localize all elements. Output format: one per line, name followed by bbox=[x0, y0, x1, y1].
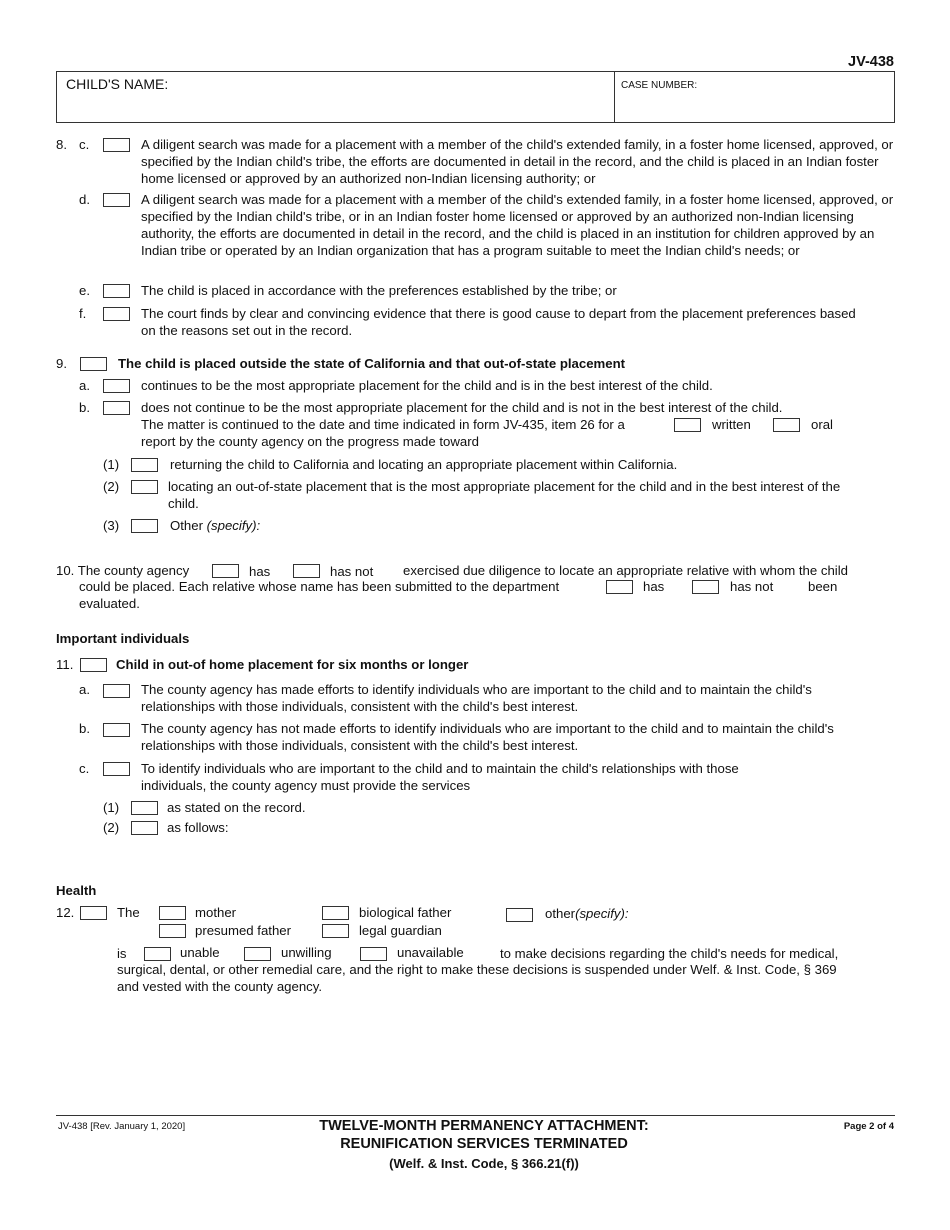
legal-guardian-label: legal guardian bbox=[359, 923, 442, 938]
item12-number: 12. bbox=[56, 905, 75, 920]
presumed-father-label: presumed father bbox=[195, 923, 292, 938]
item12-the: The bbox=[117, 905, 140, 920]
item10-has-not-label: has not bbox=[330, 564, 374, 579]
item10-has-label: has bbox=[249, 564, 271, 579]
specify-label: (specify): bbox=[206, 518, 261, 533]
item9b1-text: returning the child to California and locating an appropriate placement within California. bbox=[170, 457, 678, 472]
written-checkbox[interactable] bbox=[674, 418, 701, 432]
item9a-text: continues to be the most appropriate placement for the child and is in the best interest of the child. bbox=[141, 378, 713, 393]
oral-checkbox[interactable] bbox=[773, 418, 800, 432]
footer-rule bbox=[56, 1115, 895, 1116]
other-parent-checkbox[interactable] bbox=[506, 908, 533, 922]
item11a-text: The county agency has made efforts to identify individuals who are important to the child and to maintain the child's relationships with those individuals, consistent with the child's best interest. bbox=[141, 682, 812, 714]
item11c1-checkbox[interactable] bbox=[131, 801, 158, 815]
item12-line3: and vested with the county agency. bbox=[117, 979, 323, 994]
item11c1-text: as stated on the record. bbox=[167, 800, 306, 815]
item9b3-checkbox[interactable] bbox=[131, 519, 158, 533]
item11-checkbox[interactable] bbox=[80, 658, 107, 672]
item11c2-text: as follows: bbox=[167, 820, 229, 835]
item11c1-number: (1) bbox=[103, 800, 120, 815]
item8e-text: The child is placed in accordance with the preferences established by the tribe; or bbox=[141, 283, 617, 298]
item9b1-number: (1) bbox=[103, 457, 120, 472]
caption-divider bbox=[614, 71, 615, 123]
item8f-text: The court finds by clear and convincing evidence that there is good cause to depart from the placement preferences based on the reasons set out in the record. bbox=[141, 306, 856, 338]
footer-rev: JV-438 [Rev. January 1, 2020] bbox=[58, 1121, 186, 1132]
unable-label: unable bbox=[180, 945, 220, 960]
item9b-line3: report by the county agency on the progress made toward bbox=[141, 434, 479, 449]
item11a-letter: a. bbox=[79, 682, 90, 697]
item8d-checkbox[interactable] bbox=[103, 193, 130, 207]
item8f-checkbox[interactable] bbox=[103, 307, 130, 321]
item9-checkbox[interactable] bbox=[80, 357, 107, 371]
item9b-letter: b. bbox=[79, 400, 90, 415]
item8c-letter: c. bbox=[79, 137, 90, 152]
item9b2-number: (2) bbox=[103, 479, 120, 494]
form-id: JV-438 bbox=[848, 54, 894, 70]
footer-title-3: (Welf. & Inst. Code, § 366.21(f)) bbox=[389, 1156, 579, 1171]
item10-dept-has-checkbox[interactable] bbox=[606, 580, 633, 594]
unable-checkbox[interactable] bbox=[144, 947, 171, 961]
item8d-letter: d. bbox=[79, 192, 90, 207]
childs-name-label: CHILD'S NAME: bbox=[66, 76, 169, 92]
item11-number: 11. bbox=[56, 657, 74, 672]
item11c-checkbox[interactable] bbox=[103, 762, 130, 776]
unavailable-checkbox[interactable] bbox=[360, 947, 387, 961]
unwilling-checkbox[interactable] bbox=[244, 947, 271, 961]
item11b-letter: b. bbox=[79, 721, 90, 736]
item8c-text: A diligent search was made for a placement with a member of the child's extended family, in a foster home licensed, approved, or specified by the Indian child's tribe, the efforts are documented in detail in the record, and the child is placed in an Indian foster home licensed or approved by an authorized non-Indian licensing authority; or bbox=[141, 137, 894, 186]
item11c2-number: (2) bbox=[103, 820, 120, 835]
page-number: Page 2 of 4 bbox=[843, 1121, 894, 1132]
other-specify: (specify): bbox=[575, 906, 629, 921]
item9b-checkbox[interactable] bbox=[103, 401, 130, 415]
item9-number: 9. bbox=[56, 356, 67, 371]
other-parent-label bbox=[545, 905, 629, 922]
mother-checkbox[interactable] bbox=[159, 906, 186, 920]
footer-title-2: REUNIFICATION SERVICES TERMINATED bbox=[340, 1136, 628, 1152]
item9b2-text: locating an out-of-state placement that is the most appropriate placement for the child and in the best interest of the child. bbox=[168, 479, 841, 511]
item8e-letter: e. bbox=[79, 283, 90, 298]
biological-father-label: biological father bbox=[359, 905, 452, 920]
item8e-checkbox[interactable] bbox=[103, 284, 130, 298]
item9b3-number: (3) bbox=[103, 518, 120, 533]
item8d-text: A diligent search was made for a placement with a member of the child's extended family, in a foster home licensed, approved, or specified by the Indian child's tribe, or in an Indian foster home licensed or approved by an authorized non-Indian licensing authority, the efforts are documented in detail in the record, and the child is placed in an institution for children approved by an Indian tribe or operated by an Indian organization that has a program suitable to meet the Indian child's needs; or bbox=[141, 192, 894, 258]
item11a-checkbox[interactable] bbox=[103, 684, 130, 698]
item10-dept-has-not-label: has not bbox=[730, 579, 774, 594]
presumed-father-checkbox[interactable] bbox=[159, 924, 186, 938]
legal-guardian-checkbox[interactable] bbox=[322, 924, 349, 938]
unavailable-label: unavailable bbox=[397, 945, 464, 960]
biological-father-checkbox[interactable] bbox=[322, 906, 349, 920]
item9a-checkbox[interactable] bbox=[103, 379, 130, 393]
item8f-letter: f. bbox=[79, 306, 87, 321]
item10-line2: could be placed. Each relative whose name has been submitted to the department bbox=[79, 579, 560, 594]
item9b2-checkbox[interactable] bbox=[131, 480, 158, 494]
item12-is: is bbox=[117, 946, 127, 961]
footer-title-1: TWELVE-MONTH PERMANENCY ATTACHMENT: bbox=[319, 1118, 649, 1134]
item11-heading: Child in out-of home placement for six months or longer bbox=[116, 657, 469, 672]
item9-heading: The child is placed outside the state of California and that out-of-state placement bbox=[118, 356, 626, 371]
item10-prefix: 10. The county agency bbox=[56, 563, 190, 578]
item11b-checkbox[interactable] bbox=[103, 723, 130, 737]
written-label: written bbox=[712, 417, 751, 432]
item9a-letter: a. bbox=[79, 378, 90, 393]
other-label: Other bbox=[170, 518, 203, 533]
item11c2-checkbox[interactable] bbox=[131, 821, 158, 835]
health-heading: Health bbox=[56, 883, 97, 898]
item9b3-other bbox=[170, 517, 260, 534]
item9b-line1: does not continue to be the most appropriate placement for the child and is not in the best interest of the child. bbox=[141, 400, 783, 415]
item12-tail1: to make decisions regarding the child's needs for medical, bbox=[500, 946, 839, 961]
mother-label: mother bbox=[195, 905, 237, 920]
item10-dept-has-label: has bbox=[643, 579, 665, 594]
item10-been: been bbox=[808, 579, 838, 594]
caption-box bbox=[56, 71, 895, 123]
item9b-line2: The matter is continued to the date and time indicated in form JV-435, item 26 for a bbox=[141, 417, 625, 432]
item12-line2: surgical, dental, or other remedial care, and the right to make these decisions is suspended under Welf. & Inst. Code, § 369 bbox=[117, 962, 837, 977]
item11c-letter: c. bbox=[79, 761, 90, 776]
item11c-text: To identify individuals who are important to the child and to maintain the child's relationships with those individuals, the county agency must provide the services bbox=[141, 761, 739, 793]
unwilling-label: unwilling bbox=[281, 945, 332, 960]
item11b-text: The county agency has not made efforts to identify individuals who are important to the child and to maintain the child's relationships with those individuals, consistent with the child's best interest. bbox=[141, 721, 834, 753]
important-individuals-heading: Important individuals bbox=[56, 631, 190, 646]
item8-number: 8. bbox=[56, 137, 67, 152]
item10-line3: evaluated. bbox=[79, 596, 140, 611]
item10-has-not-checkbox[interactable] bbox=[293, 564, 320, 578]
item9b1-checkbox[interactable] bbox=[131, 458, 158, 472]
case-number-label: CASE NUMBER: bbox=[621, 80, 698, 91]
item10-has-checkbox[interactable] bbox=[212, 564, 239, 578]
item12-checkbox[interactable] bbox=[80, 906, 107, 920]
item10-mid: exercised due diligence to locate an appropriate relative with whom the child bbox=[403, 563, 848, 578]
item10-dept-has-not-checkbox[interactable] bbox=[692, 580, 719, 594]
other-word: other bbox=[545, 906, 576, 921]
oral-label: oral bbox=[811, 417, 833, 432]
item8c-checkbox[interactable] bbox=[103, 138, 130, 152]
